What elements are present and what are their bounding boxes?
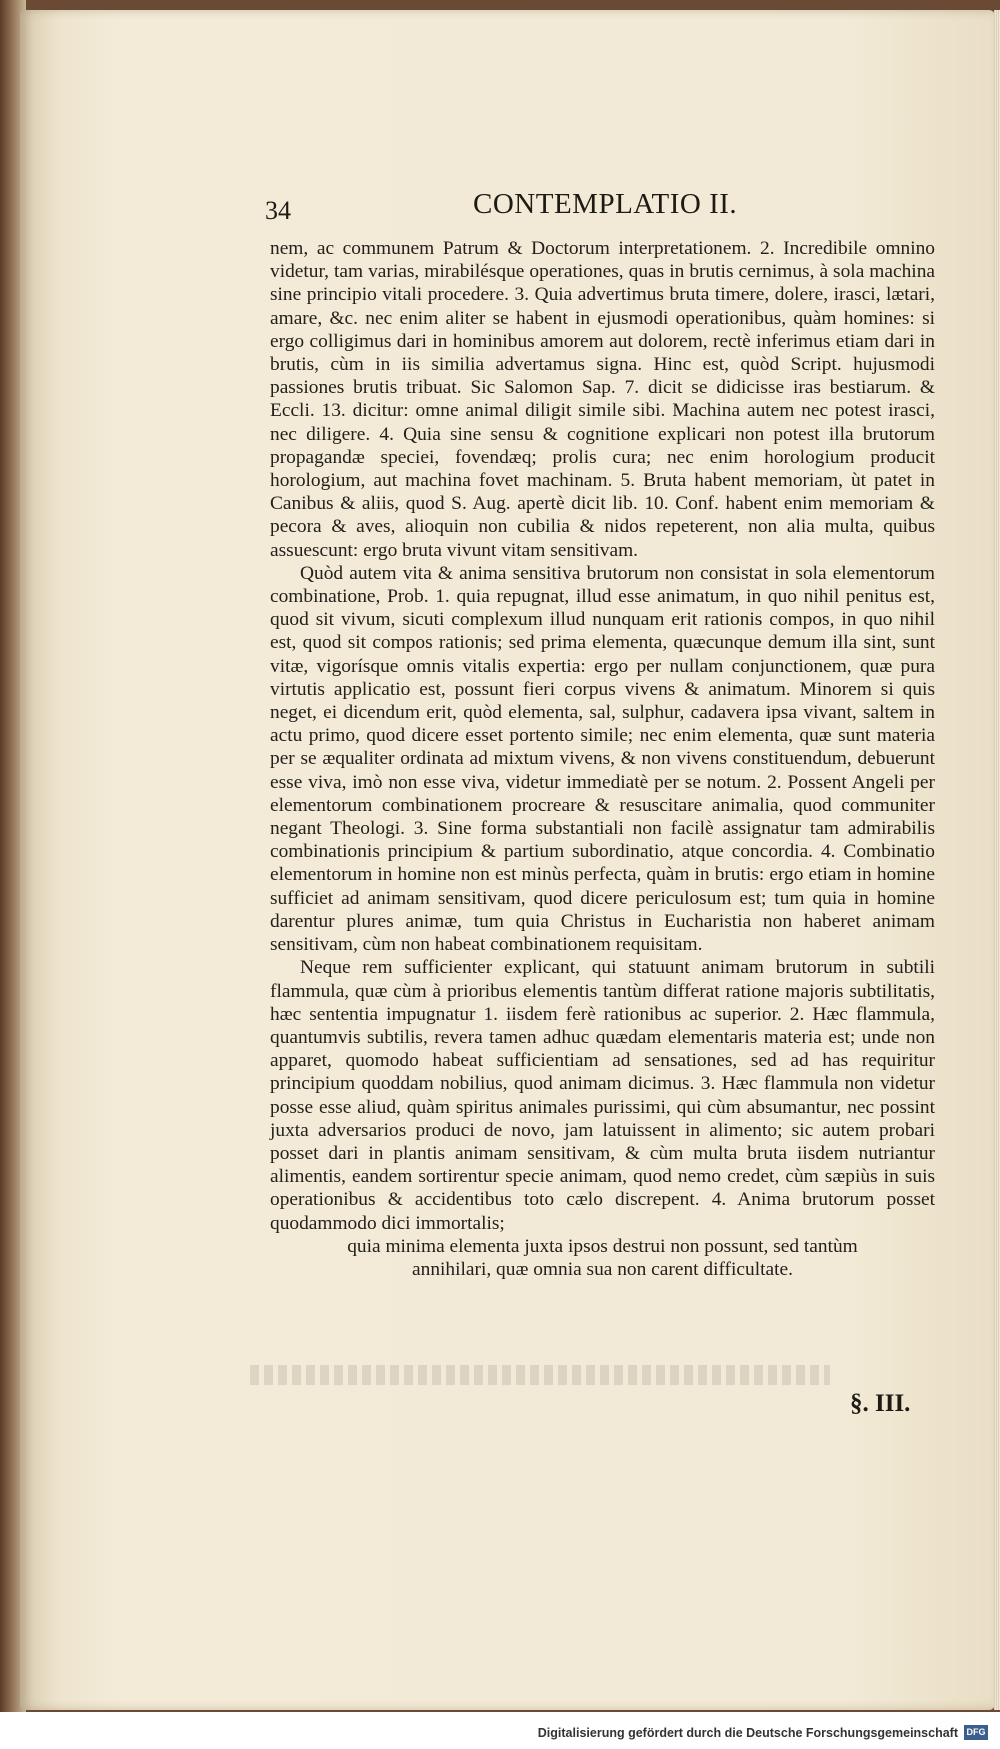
paragraph-3: Neque rem sufficienter explicant, qui statuunt animam brutorum in subtili flammula, quæ cùm à prioribus elementis tantùm differat ratione majoris subtilitatis, hæc sententia impugnatur 1. iisdem ferè rationibus ac superior. 2. Hæc flammula, quantumvis subtilis, revera tamen adhuc quædam elementaris materia est; unde non apparet, quomodo habeat sufficientiam ad sensationes, sed ad has requiritur principium quoddam nobilius, quod animam dicimus. 3. Hæc flammula non videtur posse esse aliud, quàm spiritus animales purissimi, qui cùm absumantur, nec possint juxta adversarios produci de novo, jam latuissent in alimento; sic autem probari posset dari in plantis animam sensitivam, & cùm multa bruta iisdem nutriantur alimentis, eandem sortirentur specie animam, quod nemo credet, cùm sæpiùs in suis operationibus & accidentibus toto cælo discrepent. 4. Anima brutorum posset quodammodo dici immortalis; [270, 957, 935, 1234]
page-number: 34 [265, 196, 291, 225]
chapter-title: CONTEMPLATIO II. [473, 188, 738, 220]
dfg-logo: DFG [964, 1725, 988, 1740]
paragraph-closing: quia minima elementa juxta ipsos destrui non possunt, sed tantùm annihilari, quæ omnia sua non carent difficultate. [347, 1235, 858, 1280]
page-edge [994, 10, 1000, 1710]
catchword: §. III. [850, 1390, 911, 1417]
funding-credit: Digitalisierung gefördert durch die Deutsche Forschungsgemeinschaft [537, 1726, 958, 1740]
body-text [270, 237, 935, 1281]
bleed-through-text [250, 1365, 830, 1385]
paragraph-1: nem, ac communem Patrum & Doctorum interpretationem. 2. Incredibile omnino videtur, tam varias, mirabilésque operationes, quas in brutis cernimus, à sola machina sine principio vitali procedere. 3. Quia advertimus bruta timere, dolere, irasci, lætari, amare, &c. nec enim aliter se habent in ejusmodi operationibus, quàm homines: si ergo colligimus dari in hominibus amorem aut dolorem, rectè inferimus etiam dari in brutis, cùm in iis similia advertamus signa. Hinc est, quòd Script. hujusmodi passiones brutis tribuat. Sic Salomon Sap. 7. dicit se didicisse iras bestiarum. & Eccli. 13. dicitur: omne animal diligit simile sibi. Machina autem nec potest irasci, nec diligere. 4. Quia sine sensu & cognitione explicari non potest illa brutorum propagandæ speciei, fovendæq; prolis cura; nec enim horologium producit horologium, aut machina fovet machinam. 5. Bruta habent memoriam, ùt patet in Canibus & aliis, quod S. Aug. apertè dicit lib. 10. Conf. habent enim memoriam & pecora & aves, alioquin non cubilia & nidos repeterent, non alia multa, quibus assuescunt: ergo bruta vivunt vitam sensitivam. [270, 238, 935, 561]
running-head [265, 188, 935, 228]
paragraph-2: Quòd autem vita & anima sensitiva brutorum non consistat in sola elementorum combinatione, Prob. 1. quia repugnat, illud esse animatum, in quo nihil penitus est, quod sit vivum, sicuti complexum illud nunquam erit rationis compos, in quo nihil est, quod sit compos rationis; sed prima elementa, quæcunque demum illa sint, sunt vitæ, vigorísque omnis vitalis expertia: ergo per nullam conjunctionem, quæ pura virtutis applicatio est, possunt fieri corpus vivens & animatum. Minorem si quis neget, ei dicendum erit, quòd elementa, sal, sulphur, cadavera ipsa vivant, saltem in actu primo, quod dicere esset portento simile; nec enim elementa, quæ sunt materia per se æqualiter ordinata ad mixtum vivens, & non vivens constituendum, debuerunt esse viva, imò non esse viva, videtur immediatè per se notum. 2. Possent Angeli per elementorum combinationem procreare & resuscitare animalia, quod communiter negant Theologi. 3. Sine forma substantiali non facilè assignatur tam admirabilis combinationis principium & partium subordinatio, atque concordia. 4. Combinatio elementorum in homine non est minùs perfecta, quàm in brutis: ergo etiam in homine sufficiet ad animam sensitivam, quod dicere periculosum est; tum quia in homine darentur plures animæ, tum quia Christus in Eucharistia non haberet animam sensitivam, cùm non habeat combinationem requisitam. [270, 562, 935, 956]
